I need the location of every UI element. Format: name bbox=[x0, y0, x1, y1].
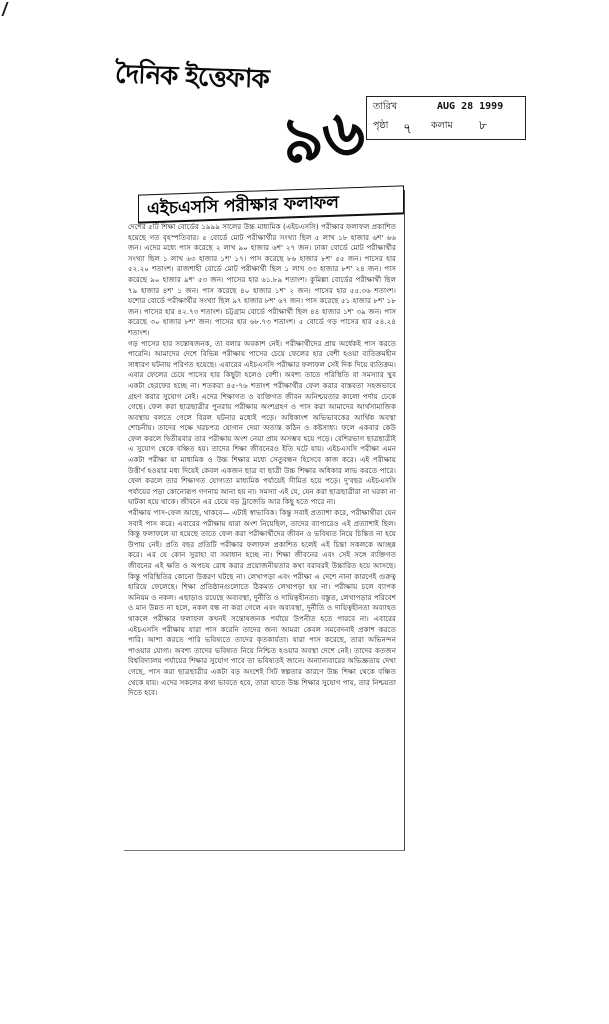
corner-pen-mark bbox=[1, 2, 18, 16]
stamp-page-label: পৃষ্ঠা bbox=[373, 120, 389, 131]
stamp-page-value: ৭ bbox=[403, 121, 415, 137]
newspaper-masthead: দৈনিক ইত্তেফাক bbox=[114, 59, 270, 95]
article-paragraph: গড় পাসের হার সন্তোষজনক, তা বলার অবকাশ নেই। পরীক্ষার্থীদের প্রায় অর্ধেকই পাস করতে পারেনি। আমাদের দেশে বিভিন্ন পরীক্ষায় পাসের চেয়ে ফেলের হার বেশী হওয়া ব্যতিক্রমহীন সাধারণ ঘটনায় পরিণত হয়েছে। এবারের এইচএসসি পরীক্ষার ফলাফল সেই দিক দিয়ে ব্যতিক্রম। এবার ফেলের চেয়ে পাসের হার কিছুটা হলেও বেশী। অবশ্য তাতে পরিস্থিতি বা সমস্যার খুব একটা হেরফের হচ্ছে না। শতকরা ৪৫-৭৬ শতাংশ পরীক্ষার্থীর ফেল করার বাস্তবতা সহজভাবে গ্রহণ করার সুযোগ নেই। এদের শিক্ষাগত ও ব্যক্তিগত জীবন অনিশ্চয়তার কালো পর্দায় ঢেকে গেছে। ফেল করা ছাত্রছাত্রীর পুনরায় পরীক্ষায় অংশগ্রহণ ও পাস করা আমাদের আর্থসামাজিক অবস্থায় বলতে গেলে বিরল ঘটনার মধ্যেই পড়ে। অধিকাংশ অভিভাবকের আর্থিক অবস্থা শোচনীয়। তাদের পক্ষে খরচপত্র যোগান দেয়া অত্যন্ত কঠিন ও কষ্টসাধ্য। ফলে একবার কেউ ফেল করলে দ্বিতীয়বার তার পরীক্ষায় অংশ নেয়া প্রায় অসম্ভব হয়ে পড়ে। বেশিরভাগ ছাত্রছাত্রীই এ সুযোগ থেকে বঞ্চিত হয়। তাদের শিক্ষা জীবনেরও ইতি ঘটে যায়। এইচএসসি পরীক্ষা এমন একটা পরীক্ষা যা মাধ্যমিক ও উচ্চ শিক্ষার মধ্যে সেতুবন্ধন হিসেবে কাজ করে। এই পরীক্ষায় উত্তীর্ণ হওয়ার মধ্য দিয়েই কেবল একজন ছাত্র বা ছাত্রী উচ্চ শিক্ষার অধিকার লাভ করতে পারে। ফেল করলে তার শিক্ষাগত যোগ্যতা মাধ্যমিক পর্যায়েই সীমিত হয়ে পড়ে। দু'বছর এইচএসসি পর্যায়ের পড়া কোনোরূপ গণনায় আনা হয় না। সমস্যা এই যে, যেন করা ছাত্রছাত্রীরা না ঘরকা না ঘাটকা হয়ে থাকে। জীবনে এর চেয়ে বড় ট্রাজেডি আর কিছু হতে পারে না। bbox=[128, 338, 396, 507]
stamp-column-label: কলাম bbox=[431, 120, 453, 131]
newspaper-clipping bbox=[124, 190, 405, 851]
date-stamp bbox=[366, 96, 526, 140]
article-headline: এইচএসসি পরীক্ষার ফলাফল bbox=[147, 192, 339, 220]
handwritten-number: ৯৬ bbox=[276, 93, 370, 180]
stamp-column-value: ৮ bbox=[479, 118, 487, 132]
article-paragraph: দেশের ৫টি শিক্ষা বোর্ডের ১৯৯৯ সালের উচ্চ মাধ্যমিক (এইচএসসি) পরীক্ষার ফলাফল প্রকাশিত হয়েছে গত বৃহস্পতিবার। ৫ বোর্ডে মোট পরীক্ষার্থীর সংখ্যা ছিল ৫ লাখ ১৮ হাজার ৬শ' ৬৬ জন। এদের মধ্যে পাস করেছে ২ লাখ ৯০ হাজার ৬শ' ২৭ জন। ঢাকা বোর্ডে মোট পরীক্ষার্থীর সংখ্যা ছিল ১ লাখ ৬৩ হাজার ১শ' ১৭। পাস করেছে ৮৬ হাজার ৮শ' ৫৫ জন। পাসের হার ৫২.২০ শতাংশ। রাজশাহী বোর্ডে মোট পরীক্ষার্থী ছিল ১ লাখ ৩৩ হাজার ৮শ' ২৪ জন। পাস করেছে ৯০ হাজার ৯শ' ৫৩ জন। পাসের হার ৬১.৮৯ শতাংশ। কুমিল্লা বোর্ডের পরীক্ষার্থী ছিল ৭৯ হাজার ৪শ' ১ জন। পাস করেছে ৪০ হাজার ১শ' ২ জন। পাসের হার ৫৫.৩৬ শতাংশ। যশোর বোর্ডে পরীক্ষার্থীর সংখ্যা ছিল ৯৭ হাজার ৮শ' ৬৭ জন। পাস করেছে ৫১ হাজার ৮শ' ১৮ জন। পাসের হার ৪২.৭৩ শতাংশ। চট্টগ্রাম বোর্ডে পরীক্ষার্থী ছিল ৪৪ হাজার ১শ' ৩৯ জন। পাস করেছে ৩০ হাজার ৮শ' জন। পাসের হার ৬৮.৭৩ শতাংশ। ৫ বোর্ডে গড় পাসের হার ৫৪.২৪ শতাংশ। bbox=[128, 222, 396, 337]
article-body bbox=[128, 222, 396, 699]
stamp-date-label: তারিখ bbox=[373, 101, 398, 112]
article-headline-box bbox=[138, 185, 404, 223]
stamp-date-value: AUG 28 1999 bbox=[437, 101, 504, 112]
article-paragraph: পরীক্ষায় পাস-ফেল আছে, থাকবে— এটাই স্বাভাবিক। কিন্তু সবাই প্রত্যাশা করে, পরীক্ষার্থীরা যেন সবাই পাস করে। এবারের পরীক্ষায় যারা অংশ নিয়েছিল, তাদের ব্যাপারেও এই প্রত্যাশাই ছিল। কিন্তু ফলাফলে যা হয়েছে তাতে ফেল করা পরীক্ষার্থীদের জীবন ও ভবিষ্যত নিয়ে চিন্তিত না হয়ে উপায় নেই। প্রতি বছর প্রতিটি পরীক্ষার ফলাফল প্রকাশিত হলেই এই চিন্তা সকলকে আচ্ছন্ন করে। এর যে কোন সুরাহা বা সমাধান হচ্ছে না। শিক্ষা জীবনের এবং সেই সঙ্গে ব্যক্তিগত জীবনের এই ক্ষতি ও অপচয় রোধ করার প্রয়োজনীয়তার কথা বরাবরই উচ্চারিত হয়ে আসছে। কিন্তু পরিস্থিতির কোনো উত্তরণ ঘটছে না। লেখাপড়া এবং পরীক্ষা এ দেশে নানা কারণেই গুরুত্ব হারিয়ে ফেলেছে। শিক্ষা প্রতিষ্ঠানগুলোতে ঠিকমত লেখাপড়া হয় না। পরীক্ষায় চলে ব্যাপক অনিয়ম ও নকল। এছাড়াও রয়েছে অব্যবস্থা, দুর্নীতি ও দায়িত্বহীনতা। বস্তুত, লেখাপড়ার পরিবেশ ও মান উন্নত না হলে, নকল বন্ধ না করা গেলে এবং অব্যবস্থা, দুর্নীতি ও দায়িত্বহীনতা অব্যাহত থাকলে পরীক্ষার ফলাফল কখনই সন্তোষজনক পর্যায়ে উপনীত হতে পারবে না। এবারের এইচএসসি পরীক্ষায় যারা পাস করেনি তাদের জন্য আমরা কেবল সমবেদনাই প্রকাশ করতে পারি। আশা করতে পারি ভবিষ্যতে তাদের কৃতকার্যতা। যারা পাস করেছে, তারা অভিনন্দন পাওয়ার যোগ্য। অবশ্য তাদের ভবিষ্যত নিয়ে নিশ্চিত হওয়ার অবস্থা দেশে নেই। তাদের কতজন বিশ্ববিদ্যালয় পর্যায়ের শিক্ষার সুযোগ পাবে তা ভবিষ্যতই জানে। অন্যান্যবারের অভিজ্ঞতায় দেখা গেছে, পাস করা ছাত্রছাত্রীর একটা বড় অংশেই সিট স্বল্পতার কারণে উচ্চ শিক্ষা থেকে বঞ্চিত থেকে যায়। এদের সকলের কথা ভাবতে হবে, তারা যাতে উচ্চ শিক্ষার সুযোগ পায়, তার নিশ্চয়তা দিতে হবে। bbox=[128, 508, 396, 698]
